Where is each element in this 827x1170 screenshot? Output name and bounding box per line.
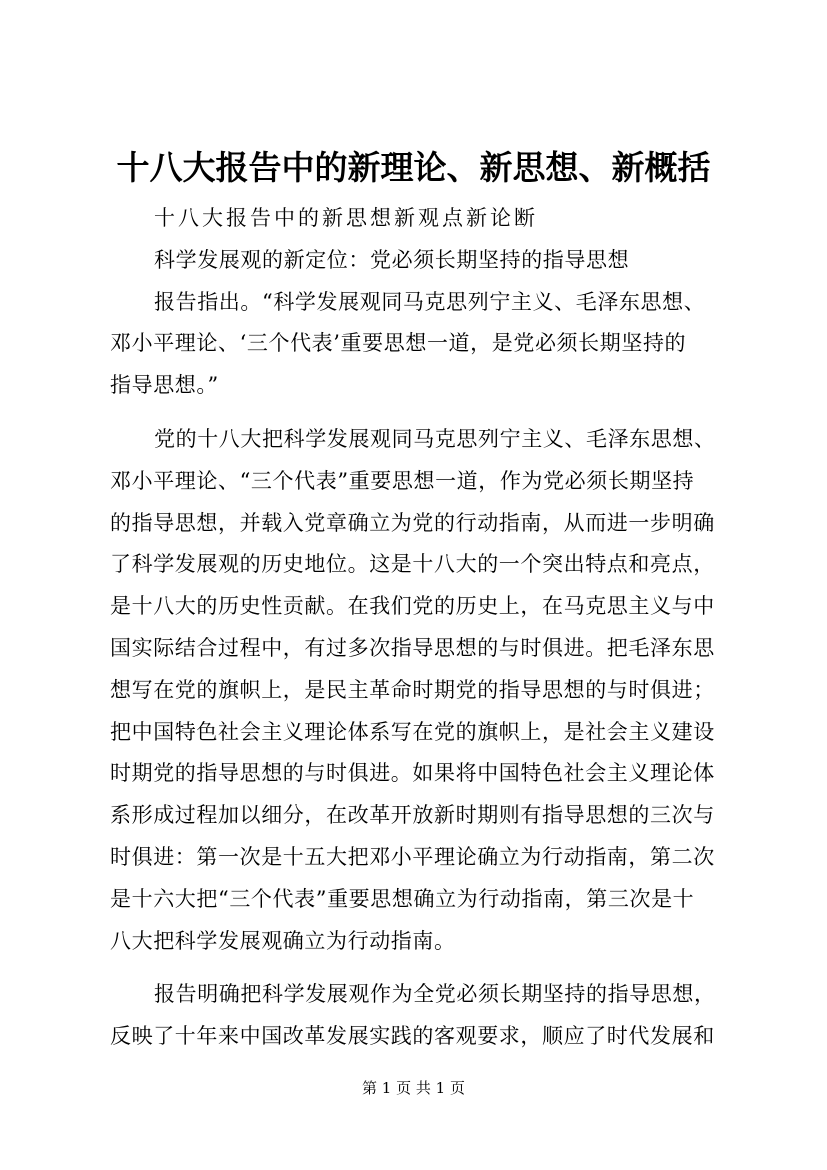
paragraph-1 bbox=[110, 282, 740, 407]
paragraph-2 bbox=[110, 419, 740, 962]
paragraph-line: 报告明确把科学发展观作为全党必须长期坚持的指导思想， bbox=[154, 982, 716, 1007]
subtitle: 十八大报告中的新思想新观点新论断 bbox=[154, 206, 538, 230]
paragraph-line: 把中国特色社会主义理论体系写在党的旗帜上，是社会主义建设 bbox=[110, 719, 715, 744]
section-heading: 科学发展观的新定位：党必须长期坚持的指导思想 bbox=[154, 247, 630, 272]
paragraph-line: 党的十八大把科学发展观同马克思列宁主义、毛泽东思想、 bbox=[154, 426, 716, 451]
paragraph-line: 是十六大把“三个代表”重要思想确立为行动指南，第三次是十 bbox=[110, 886, 695, 911]
document-body bbox=[110, 198, 740, 1058]
paragraph-line: 指导思想。” bbox=[110, 373, 219, 398]
paragraph-line: 时期党的指导思想的与时俱进。如果将中国特色社会主义理论体 bbox=[110, 761, 715, 786]
paragraph-line: 的指导思想，并载入党章确立为党的行动指南，从而进一步明确 bbox=[110, 510, 715, 535]
paragraph-line: 时俱进：第一次是十五大把邓小平理论确立为行动指南，第二次 bbox=[110, 844, 715, 869]
document-title: 十八大报告中的新理论、新思想、新概括 bbox=[116, 148, 711, 187]
paragraph-line: 邓小平理论、“三个代表”重要思想一道，作为党必须长期坚持 bbox=[110, 468, 695, 493]
paragraph-line: 国实际结合过程中，有过多次指导思想的与时俱进。把毛泽东思 bbox=[110, 635, 715, 660]
paragraph-line: 了科学发展观的历史地位。这是十八大的一个突出特点和亮点， bbox=[110, 552, 715, 577]
page-number-footer: 第 1 页 共 1 页 bbox=[362, 1079, 465, 1097]
paragraph-line: 反映了十年来中国改革发展实践的客观要求，顺应了时代发展和 bbox=[110, 1024, 715, 1049]
paragraph-line: 邓小平理论、‘三个代表’重要思想一道，是党必须长期坚持的 bbox=[110, 331, 687, 356]
paragraph-line: 系形成过程加以细分，在改革开放新时期则有指导思想的三次与 bbox=[110, 803, 715, 828]
paragraph-line: 想写在党的旗帜上，是民主革命时期党的指导思想的与时俱进； bbox=[110, 677, 715, 702]
paragraph-line: 是十八大的历史性贡献。在我们党的历史上，在马克思主义与中 bbox=[110, 594, 715, 619]
paragraph-3 bbox=[110, 974, 740, 1058]
paragraph-line: 八大把科学发展观确立为行动指南。 bbox=[110, 928, 456, 953]
paragraph-line: 报告指出。“科学发展观同马克思列宁主义、毛泽东思想、 bbox=[154, 289, 706, 314]
